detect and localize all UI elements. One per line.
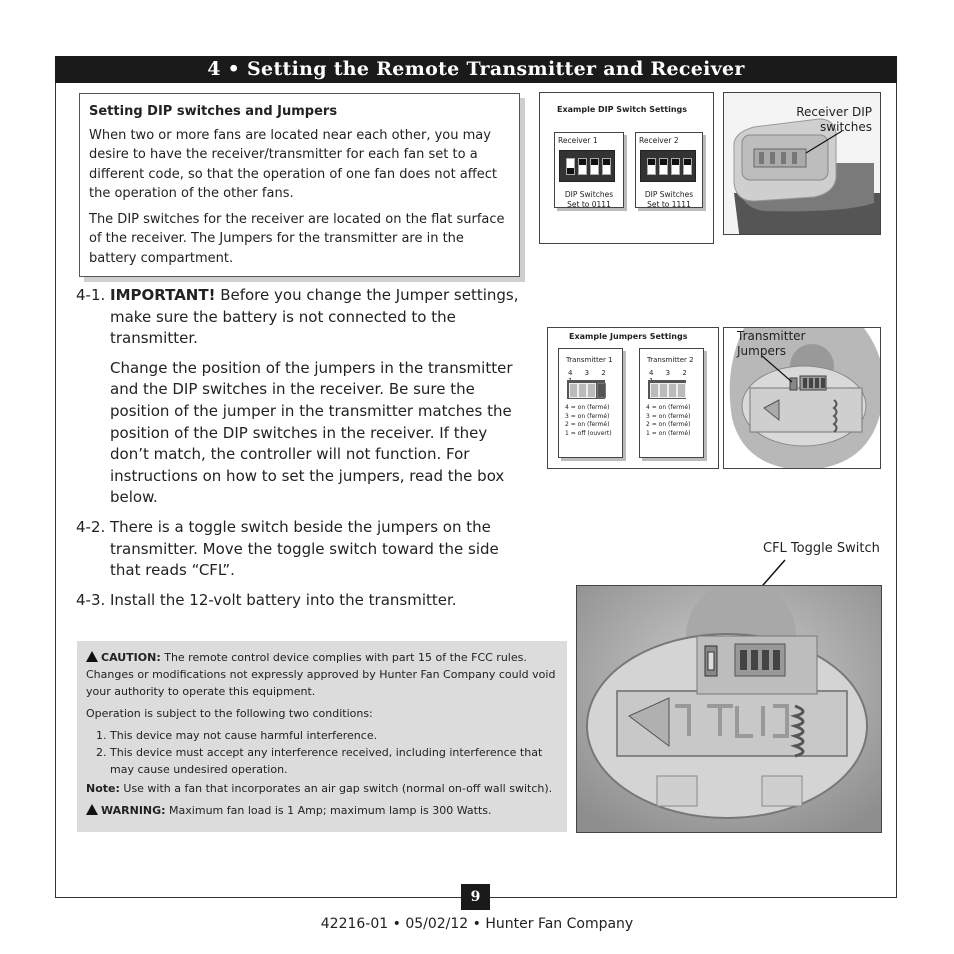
dip-switch-block-2 (640, 150, 696, 182)
dip-switch-block-1 (559, 150, 615, 182)
dip-info-box (79, 93, 520, 277)
setting-line: 1 = off (ouvert) (565, 429, 612, 437)
transmitter-1-settings (565, 404, 612, 438)
note-text: Use with a fan that incorporates an air gap switch (normal on-off wall switch). (119, 782, 553, 795)
step-text: Install the 12-volt battery into the transmitter. (110, 590, 457, 609)
page-number: 9 (461, 884, 490, 910)
instruction-steps (76, 285, 528, 619)
section-title: 4 • Setting the Remote Transmitter and Receiver (55, 56, 897, 83)
setting-line: 3 = on (fermé) (646, 412, 691, 420)
important-label: IMPORTANT! (110, 286, 216, 304)
jumper-example-panel (547, 327, 719, 469)
step-text (110, 285, 528, 350)
dip-example-title: Example DIP Switch Settings (557, 105, 688, 114)
jumper-example-title: Example Jumpers Settings (569, 332, 688, 341)
jumper-block-2 (648, 380, 686, 399)
operation-text: Operation is subject to the following two conditions: (86, 707, 373, 720)
warning-triangle-icon (86, 804, 98, 815)
step-4-2 (76, 517, 528, 582)
step-number: 4-3. (76, 590, 106, 609)
receiver-1-card (554, 132, 624, 208)
transmitter-photo (723, 327, 881, 469)
receiver-2-caption-2: Set to 1111 (647, 200, 691, 209)
receiver-1-caption-1: DIP Switches (564, 190, 614, 199)
note-paragraph (86, 780, 558, 797)
condition-item: 1. This device may not cause harmful interference. (110, 727, 558, 744)
receiver-1-caption-2: Set to 0111 (567, 200, 611, 209)
warning-text: Maximum fan load is 1 Amp; maximum lamp is 300 Watts. (165, 804, 492, 817)
transmitter-1-label: Transmitter 1 (566, 356, 613, 364)
cfl-transmitter-illustration (577, 586, 882, 833)
warning-triangle-icon (86, 651, 98, 662)
receiver-photo (723, 92, 881, 235)
step-4-1 (76, 285, 528, 509)
setting-line: 1 = on (fermé) (646, 429, 691, 437)
note-label: Note: (86, 782, 120, 795)
setting-line: 4 = on (fermé) (646, 404, 691, 411)
receiver-2-card (635, 132, 703, 208)
info-paragraph-2: The DIP switches for the receiver are located on the flat surface of the receiver. The Jumpers for the transmitter are in the battery compartment. (89, 211, 505, 266)
warning-paragraph (86, 802, 558, 819)
step-text: There is a toggle switch beside the jumpers on the transmitter. Move the toggle switch toward the side that reads “CFL”. (110, 517, 499, 580)
footer-text: 42216-01 • 05/02/12 • Hunter Fan Company (320, 916, 634, 932)
step-number: 4-2. (76, 517, 106, 536)
cfl-transmitter-photo (576, 585, 882, 833)
caution-text: The remote control device complies with part 15 of the FCC rules. Changes or modifications not expressly approved by Hunter Fan Company could void your authority to operate this equipment. (86, 651, 556, 698)
info-heading: Setting DIP switches and Jumpers (89, 104, 338, 119)
setting-line: 3 = on (fermé) (565, 412, 610, 420)
receiver-1-label: Receiver 1 (558, 136, 598, 145)
transmitter-2-label: Transmitter 2 (647, 356, 694, 364)
transmitter-jumpers-callout: Transmitter Jumpers (737, 329, 806, 358)
caution-box (77, 641, 567, 832)
jumper-block-1 (567, 380, 605, 399)
caution-label: CAUTION: (101, 651, 161, 664)
transmitter-2-card (639, 348, 704, 458)
receiver-dip-callout: Receiver DIP switches (796, 105, 872, 134)
setting-line: 4 = on (fermé) (565, 404, 610, 411)
dip-example-panel (539, 92, 714, 244)
setting-line: 2 = on (fermé) (646, 421, 691, 428)
warning-label: WARNING: (101, 804, 166, 817)
caution-paragraph (86, 649, 558, 700)
step-4-3 (76, 590, 528, 612)
transmitter-2-numbers: 4 3 2 (649, 369, 692, 377)
condition-item: 2. This device must accept any interference received, including interference that may cause undesired operation. (110, 744, 558, 778)
step-text-2: Change the position of the jumpers in the transmitter and the DIP switches in the receiver. Be sure the position of the jumper in the transmitter matches the position of the DIP switches in the receiver. If they don’t match, the controller will not function. For instructions on how to set the jumpers, read the box below. (110, 358, 513, 507)
cfl-toggle-callout: CFL Toggle Switch (763, 541, 880, 556)
setting-line: 2 = on (fermé) (565, 421, 610, 428)
step-text-part: Before you change the Jumper settings, make sure the battery is not connected to the transmitter. (110, 286, 519, 348)
transmitter-1-card (558, 348, 623, 458)
transmitter-2-settings (646, 404, 690, 438)
receiver-2-caption-1: DIP Switches (644, 190, 694, 199)
step-number: 4-1. (76, 286, 106, 304)
conditions-list (86, 727, 558, 778)
transmitter-1-numbers: 4 3 2 (568, 369, 611, 377)
info-paragraph-1: When two or more fans are located near each other, you may desire to have the receiver/transmitter for each fan set to a different code, so that the operation of one fan does not affect the operation of the other fans. (89, 127, 497, 201)
receiver-2-label: Receiver 2 (639, 136, 679, 145)
